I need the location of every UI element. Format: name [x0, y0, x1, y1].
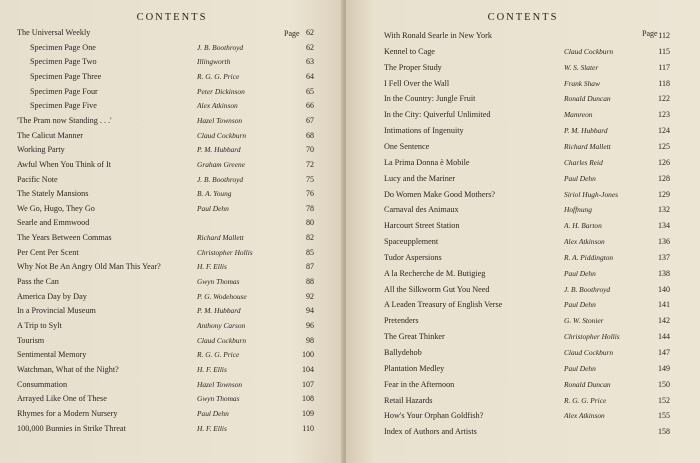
entry-title: Specimen Page Five: [30, 101, 97, 111]
toc-entry: [0, 203, 344, 215]
entry-author: R. A. Piddington: [564, 252, 614, 262]
entry-author: R. G. G. Price: [197, 350, 240, 360]
entry-title: In the City: Quiverful Unlimited: [384, 110, 491, 120]
entry-title: Tudor Aspersions: [384, 252, 442, 262]
entry-author: Graham Greene: [197, 159, 245, 169]
toc-entry: [0, 71, 344, 83]
entry-page-number: 152: [658, 395, 670, 405]
entry-page-number: 110: [302, 423, 314, 433]
toc-entry: [346, 299, 700, 311]
entry-author: Paul Dehn: [197, 408, 229, 418]
toc-entry: [346, 395, 700, 407]
toc-entry: [0, 27, 344, 39]
entry-author: Anthony Carson: [197, 321, 246, 330]
entry-title: In the Country: Jungle Fruit: [384, 94, 476, 104]
entry-author: J. B. Boothroyd: [197, 174, 244, 184]
toc-entry: [346, 30, 700, 42]
toc-entry: [0, 291, 344, 303]
entry-page-number: 122: [658, 94, 670, 104]
entry-page-number: 144: [658, 332, 670, 342]
entry-title: Arrayed Like One of These: [17, 394, 107, 404]
entry-author: Siriol Hugh-Jones: [564, 189, 618, 199]
entry-page-number: 126: [658, 157, 670, 167]
entry-title: Specimen Page Three: [30, 71, 102, 81]
right-page: [346, 0, 700, 463]
contents-heading: CONTENTS: [487, 12, 559, 23]
entry-author: R. G. G. Price: [197, 71, 240, 81]
entry-title: Specimen Page One: [30, 42, 96, 52]
entry-title: Sentimental Memory: [17, 350, 87, 360]
toc-entry: [0, 247, 344, 259]
entry-author: Claud Cockburn: [564, 46, 614, 56]
toc-entry: [346, 315, 700, 327]
entry-title: Do Women Make Good Mothers?: [384, 189, 496, 199]
entry-author: H. F. Ellis: [197, 423, 227, 433]
entry-title: Why Not Be An Angry Old Man This Year?: [17, 262, 161, 272]
entry-title: Intimations of Ingenuity: [384, 126, 464, 136]
entry-title: A la Recherche de M. Butigieg: [384, 268, 486, 278]
entry-author: Ronald Duncan: [564, 94, 611, 104]
entry-title: Fear in the Afternoon: [384, 379, 455, 389]
toc-entry: [346, 109, 700, 121]
entry-page-number: 115: [658, 46, 670, 56]
entry-author: Christopher Hollis: [564, 332, 620, 342]
entry-page-number: 112: [658, 31, 670, 40]
entry-title: A Trip to Sylt: [17, 321, 62, 330]
entry-page-number: 124: [658, 126, 670, 136]
entry-title: The Years Between Commas: [17, 233, 112, 243]
entry-title: La Prima Donna è Mobile: [384, 157, 470, 167]
entry-page-number: 137: [658, 252, 670, 262]
toc-entry: [0, 349, 344, 361]
entry-page-number: 140: [658, 284, 670, 294]
entry-page-number: 62: [306, 28, 314, 37]
entry-page-number: 88: [306, 277, 314, 287]
entry-page-number: 158: [658, 427, 670, 437]
entry-author: J. B. Boothroyd: [564, 284, 611, 294]
entry-author: A. H. Barton: [564, 221, 602, 231]
entry-page-number: 108: [302, 394, 314, 404]
entry-author: H. F. Ellis: [197, 262, 227, 272]
entry-author: H. F. Ellis: [197, 364, 227, 374]
toc-entry: [346, 410, 700, 422]
toc-entry: [0, 408, 344, 420]
entry-author: P. M. Hubbard: [197, 306, 241, 316]
entry-page-number: 75: [306, 174, 314, 184]
entry-author: Claud Cockburn: [564, 348, 614, 357]
entry-title: The Stately Mansions: [17, 189, 89, 199]
entry-author: Illingworth: [197, 57, 231, 67]
entry-page-number: 67: [306, 115, 314, 125]
toc-entry: [346, 93, 700, 105]
entry-title: Kennel to Cage: [384, 46, 435, 56]
toc-entry: [0, 159, 344, 171]
entry-page-number: 66: [306, 101, 314, 111]
toc-entry: [346, 78, 700, 90]
entry-page-number: 68: [306, 130, 314, 140]
entry-author: Paul Dehn: [564, 173, 596, 183]
entry-title: Awful When You Think of It: [17, 159, 112, 169]
entry-title: Spaceupplement: [384, 237, 439, 247]
entry-author: Ronald Duncan: [564, 379, 611, 389]
entry-title: Carnaval des Animaux: [384, 205, 459, 215]
entry-page-number: 107: [302, 379, 314, 389]
toc-entry: [0, 261, 344, 273]
entry-title: Pacific Note: [17, 174, 58, 184]
entry-page-number: 155: [658, 411, 670, 421]
entry-title: One Sentence: [384, 141, 430, 151]
entry-page-number: 94: [306, 306, 314, 316]
entry-author: Paul Dehn: [564, 300, 596, 310]
entry-author: Richard Mallett: [197, 233, 244, 243]
entry-author: Hazel Townson: [197, 115, 243, 125]
entry-page-number: 72: [306, 159, 314, 169]
entry-title: Searle and Emmwood: [17, 218, 90, 228]
entry-page-number: 85: [306, 247, 314, 257]
entry-title: 'The Pram now Standing . . .': [17, 115, 112, 125]
page-column-label: Page: [642, 29, 658, 38]
entry-author: Alex Atkinson: [564, 237, 605, 247]
toc-entry: [346, 331, 700, 343]
entry-title: Lucy and the Mariner: [384, 173, 456, 183]
entry-page-number: 109: [302, 408, 314, 418]
entry-author: W. S. Slater: [564, 62, 599, 72]
entry-title: I Fell Over the Wall: [384, 78, 450, 88]
entry-page-number: 76: [306, 189, 314, 199]
entry-page-number: 87: [306, 262, 314, 272]
toc-entry: [346, 125, 700, 137]
toc-entry: [0, 217, 344, 229]
entry-page-number: 141: [658, 300, 670, 310]
entry-author: Paul Dehn: [564, 268, 596, 278]
entry-page-number: 138: [658, 268, 670, 278]
toc-entry: [0, 100, 344, 112]
toc-entry: [0, 115, 344, 127]
toc-entry: [0, 232, 344, 244]
entry-author: P. M. Hubbard: [564, 126, 608, 136]
entry-page-number: 132: [658, 205, 670, 215]
entry-title: Harcourt Street Station: [384, 221, 460, 231]
toc-entry: [0, 364, 344, 376]
toc-entry: [0, 379, 344, 391]
entry-author: Claud Cockburn: [197, 335, 247, 345]
entry-author: Hoffnung: [564, 205, 592, 215]
left-page: [0, 0, 344, 463]
toc-entry: [0, 305, 344, 317]
entry-title: With Ronald Searle in New York: [384, 31, 492, 40]
entry-author: Claud Cockburn: [197, 130, 247, 140]
entry-title: In a Provincial Museum: [17, 306, 96, 316]
toc-entry: [346, 173, 700, 185]
entry-page-number: 92: [306, 291, 314, 301]
entry-page-number: 80: [306, 218, 314, 228]
entry-page-number: 123: [658, 110, 670, 120]
toc-entry: [346, 426, 700, 438]
entry-title: Ballydehob: [384, 348, 422, 357]
entry-page-number: 78: [306, 203, 314, 213]
entry-title: Per Cent Per Scent: [17, 247, 79, 257]
toc-entry: [346, 220, 700, 232]
entry-author: Mamreon: [564, 110, 593, 120]
entry-author: Hazel Townson: [197, 379, 243, 389]
entry-page-number: 65: [306, 86, 314, 96]
entry-page-number: 118: [658, 78, 670, 88]
page-column-label: Page: [284, 29, 300, 38]
toc-entry: [346, 141, 700, 153]
entry-author: P. M. Hubbard: [197, 145, 241, 155]
entry-title: Specimen Page Two: [30, 57, 97, 67]
entry-author: Paul Dehn: [564, 363, 596, 373]
entry-title: Watchman, What of the Night?: [17, 364, 119, 374]
entry-author: Christopher Hollis: [197, 247, 253, 257]
entry-title: A Leaden Treasury of English Verse: [384, 300, 503, 310]
entry-author: Frank Shaw: [564, 78, 600, 88]
entry-page-number: 149: [658, 363, 670, 373]
entry-page-number: 117: [658, 62, 670, 72]
entry-author: Gwyn Thomas: [197, 277, 240, 287]
entry-title: Index of Authors and Artists: [384, 427, 477, 437]
entry-title: The Great Thinker: [384, 332, 445, 342]
entry-title: 100,000 Bunnies in Strike Threat: [17, 423, 126, 433]
entry-title: Working Party: [17, 145, 65, 155]
entry-page-number: 64: [306, 71, 314, 81]
entry-page-number: 96: [306, 321, 314, 330]
toc-entry: [346, 236, 700, 248]
toc-entry: [0, 42, 344, 54]
entry-page-number: 129: [658, 189, 670, 199]
toc-entry: [0, 423, 344, 435]
entry-page-number: 134: [658, 221, 670, 231]
entry-page-number: 70: [306, 145, 314, 155]
entry-author: Charles Reid: [564, 157, 603, 167]
entry-page-number: 62: [306, 42, 314, 52]
toc-entry: [0, 130, 344, 142]
entry-page-number: 128: [658, 173, 670, 183]
toc-entry: [0, 276, 344, 288]
entry-author: G. W. Stonier: [564, 316, 604, 326]
entry-author: Gwyn Thomas: [197, 394, 240, 404]
toc-entry: [0, 335, 344, 347]
entry-author: P. G. Wodehouse: [197, 291, 247, 301]
toc-entry: [346, 157, 700, 169]
toc-entry: [0, 144, 344, 156]
toc-entry: [346, 268, 700, 280]
entry-title: Tourism: [17, 335, 45, 345]
entry-title: We Go, Hugo, They Go: [17, 203, 95, 213]
entry-author: R. G. G. Price: [564, 395, 607, 405]
toc-entry: [346, 46, 700, 58]
toc-entry: [0, 174, 344, 186]
entry-author: Peter Dickinson: [197, 86, 245, 96]
entry-page-number: 150: [658, 379, 670, 389]
toc-entry: [0, 56, 344, 68]
toc-entry: [0, 188, 344, 200]
toc-entry: [0, 320, 344, 332]
toc-entry: [346, 62, 700, 74]
entry-page-number: 104: [302, 364, 314, 374]
entry-author: Alex Atkinson: [197, 101, 238, 111]
entry-title: The Universal Weekly: [17, 28, 91, 37]
toc-entry: [346, 204, 700, 216]
entry-title: All the Silkworm Gut You Need: [384, 284, 490, 294]
entry-page-number: 98: [306, 335, 314, 345]
toc-entry: [346, 284, 700, 296]
toc-entry: [346, 379, 700, 391]
entry-title: The Proper Study: [384, 62, 442, 72]
toc-entry: [346, 347, 700, 359]
entry-author: Alex Atkinson: [564, 411, 605, 421]
entry-page-number: 147: [658, 348, 670, 357]
entry-title: Rhymes for a Modern Nursery: [17, 408, 118, 418]
entry-title: Pass the Can: [17, 277, 59, 287]
entry-page-number: 142: [658, 316, 670, 326]
entry-author: B. A. Young: [197, 189, 232, 199]
entry-page-number: 136: [658, 237, 670, 247]
entry-author: Richard Mallett: [564, 141, 611, 151]
entry-page-number: 82: [306, 233, 314, 243]
entry-page-number: 100: [302, 350, 314, 360]
toc-entry: [346, 363, 700, 375]
entry-title: Pretenders: [384, 316, 419, 326]
toc-entry: [346, 189, 700, 201]
entry-title: The Calicut Manner: [17, 130, 83, 140]
entry-title: How's Your Orphan Goldfish?: [384, 411, 484, 421]
entry-title: America Day by Day: [17, 291, 87, 301]
entry-title: Retail Hazards: [384, 395, 433, 405]
toc-entry: [346, 252, 700, 264]
entry-author: Paul Dehn: [197, 203, 229, 213]
entry-title: Specimen Page Four: [30, 86, 98, 96]
entry-title: Plantation Medley: [384, 363, 445, 373]
entry-title: Consummation: [17, 379, 68, 389]
entry-author: J. B. Boothroyd: [197, 42, 244, 52]
toc-entry: [0, 393, 344, 405]
toc-entry: [0, 86, 344, 98]
entry-page-number: 63: [306, 57, 314, 67]
entry-page-number: 125: [658, 141, 670, 151]
contents-heading: CONTENTS: [136, 12, 208, 23]
